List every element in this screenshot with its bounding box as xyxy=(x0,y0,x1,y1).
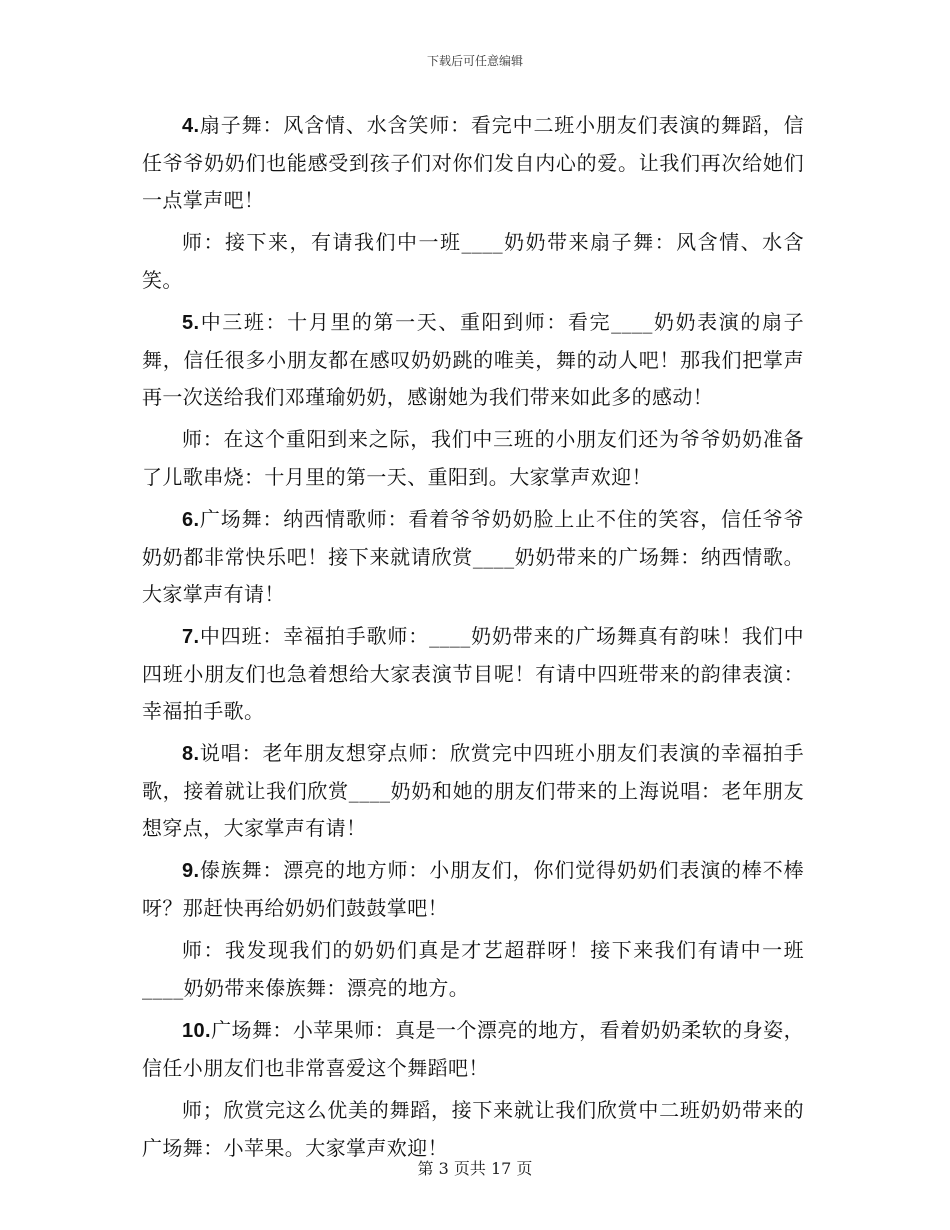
paragraph-item-9 xyxy=(142,852,804,927)
item-number: 8. xyxy=(182,743,200,765)
item-number: 7. xyxy=(182,626,200,648)
paragraph-item-4 xyxy=(142,107,804,219)
page-number-footer: 第 3 页共 17 页 xyxy=(417,1159,533,1178)
page-header-note: 下载后可任意编辑 xyxy=(426,54,523,68)
paragraph-text: 说唱：老年朋友想穿点师：欣赏完中四班小朋友们表演的幸福拍手歌，接着就让我们欣赏____奶奶和她的朋友们带来的上海说唱：老年朋友想穿点，大家掌声有请！ xyxy=(142,741,804,840)
paragraph-text: 扇子舞：风含情、水含笑师：看完中二班小朋友们表演的舞蹈，信任爷爷奶奶们也能感受到孩子们对你们发自内心的爱。让我们再次给她们一点掌声吧！ xyxy=(142,113,804,212)
item-number: 6. xyxy=(182,509,200,531)
paragraph-item-5 xyxy=(142,304,804,416)
paragraph-text: 师：我发现我们的奶奶们真是才艺超群呀！接下来我们有请中一班____奶奶带来傣族舞：漂亮的地方。 xyxy=(142,938,804,1000)
paragraph-item-7 xyxy=(142,618,804,730)
item-number: 9. xyxy=(182,860,200,882)
paragraph-teacher-line xyxy=(142,421,804,496)
paragraph-text: 广场舞：纳西情歌师：看着爷爷奶奶脸上止不住的笑容，信任爷爷奶奶都非常快乐吧！接下来就请欣赏____奶奶带来的广场舞：纳西情歌。大家掌声有请！ xyxy=(142,507,804,606)
item-number: 4. xyxy=(182,115,200,137)
item-number: 10. xyxy=(182,1020,212,1042)
paragraph-text: 师；欣赏完这么优美的舞蹈，接下来就让我们欣赏中二班奶奶带来的广场舞：小苹果。大家掌声欢迎！ xyxy=(142,1098,804,1160)
paragraph-item-10 xyxy=(142,1012,804,1087)
paragraph-teacher-line xyxy=(142,932,804,1007)
paragraph-item-6 xyxy=(142,501,804,613)
document-body xyxy=(142,107,804,1172)
paragraph-text: 中四班：幸福拍手歌师：____奶奶带来的广场舞真有韵味！我们中四班小朋友们也急着想给大家表演节目呢！有请中四班带来的韵律表演：幸福拍手歌。 xyxy=(142,624,804,723)
paragraph-text: 傣族舞：漂亮的地方师：小朋友们，你们觉得奶奶们表演的棒不棒呀？那赶快再给奶奶们鼓鼓掌吧！ xyxy=(142,858,804,920)
paragraph-item-8 xyxy=(142,735,804,847)
paragraph-text: 师：接下来，有请我们中一班____奶奶带来扇子舞：风含情、水含笑。 xyxy=(142,230,804,292)
paragraph-teacher-line xyxy=(142,224,804,299)
paragraph-text: 师：在这个重阳到来之际，我们中三班的小朋友们还为爷爷奶奶准备了儿歌串烧：十月里的第一天、重阳到。大家掌声欢迎！ xyxy=(142,427,804,489)
paragraph-text: 中三班：十月里的第一天、重阳到师：看完____奶奶表演的扇子舞，信任很多小朋友都在感叹奶奶跳的唯美，舞的动人吧！那我们把掌声再一次送给我们邓瑾瑜奶奶，感谢她为我们带来如此多的感动！ xyxy=(142,310,804,409)
item-number: 5. xyxy=(182,312,200,334)
paragraph-text: 广场舞：小苹果师：真是一个漂亮的地方，看着奶奶柔软的身姿，信任小朋友们也非常喜爱这个舞蹈吧！ xyxy=(142,1018,804,1080)
